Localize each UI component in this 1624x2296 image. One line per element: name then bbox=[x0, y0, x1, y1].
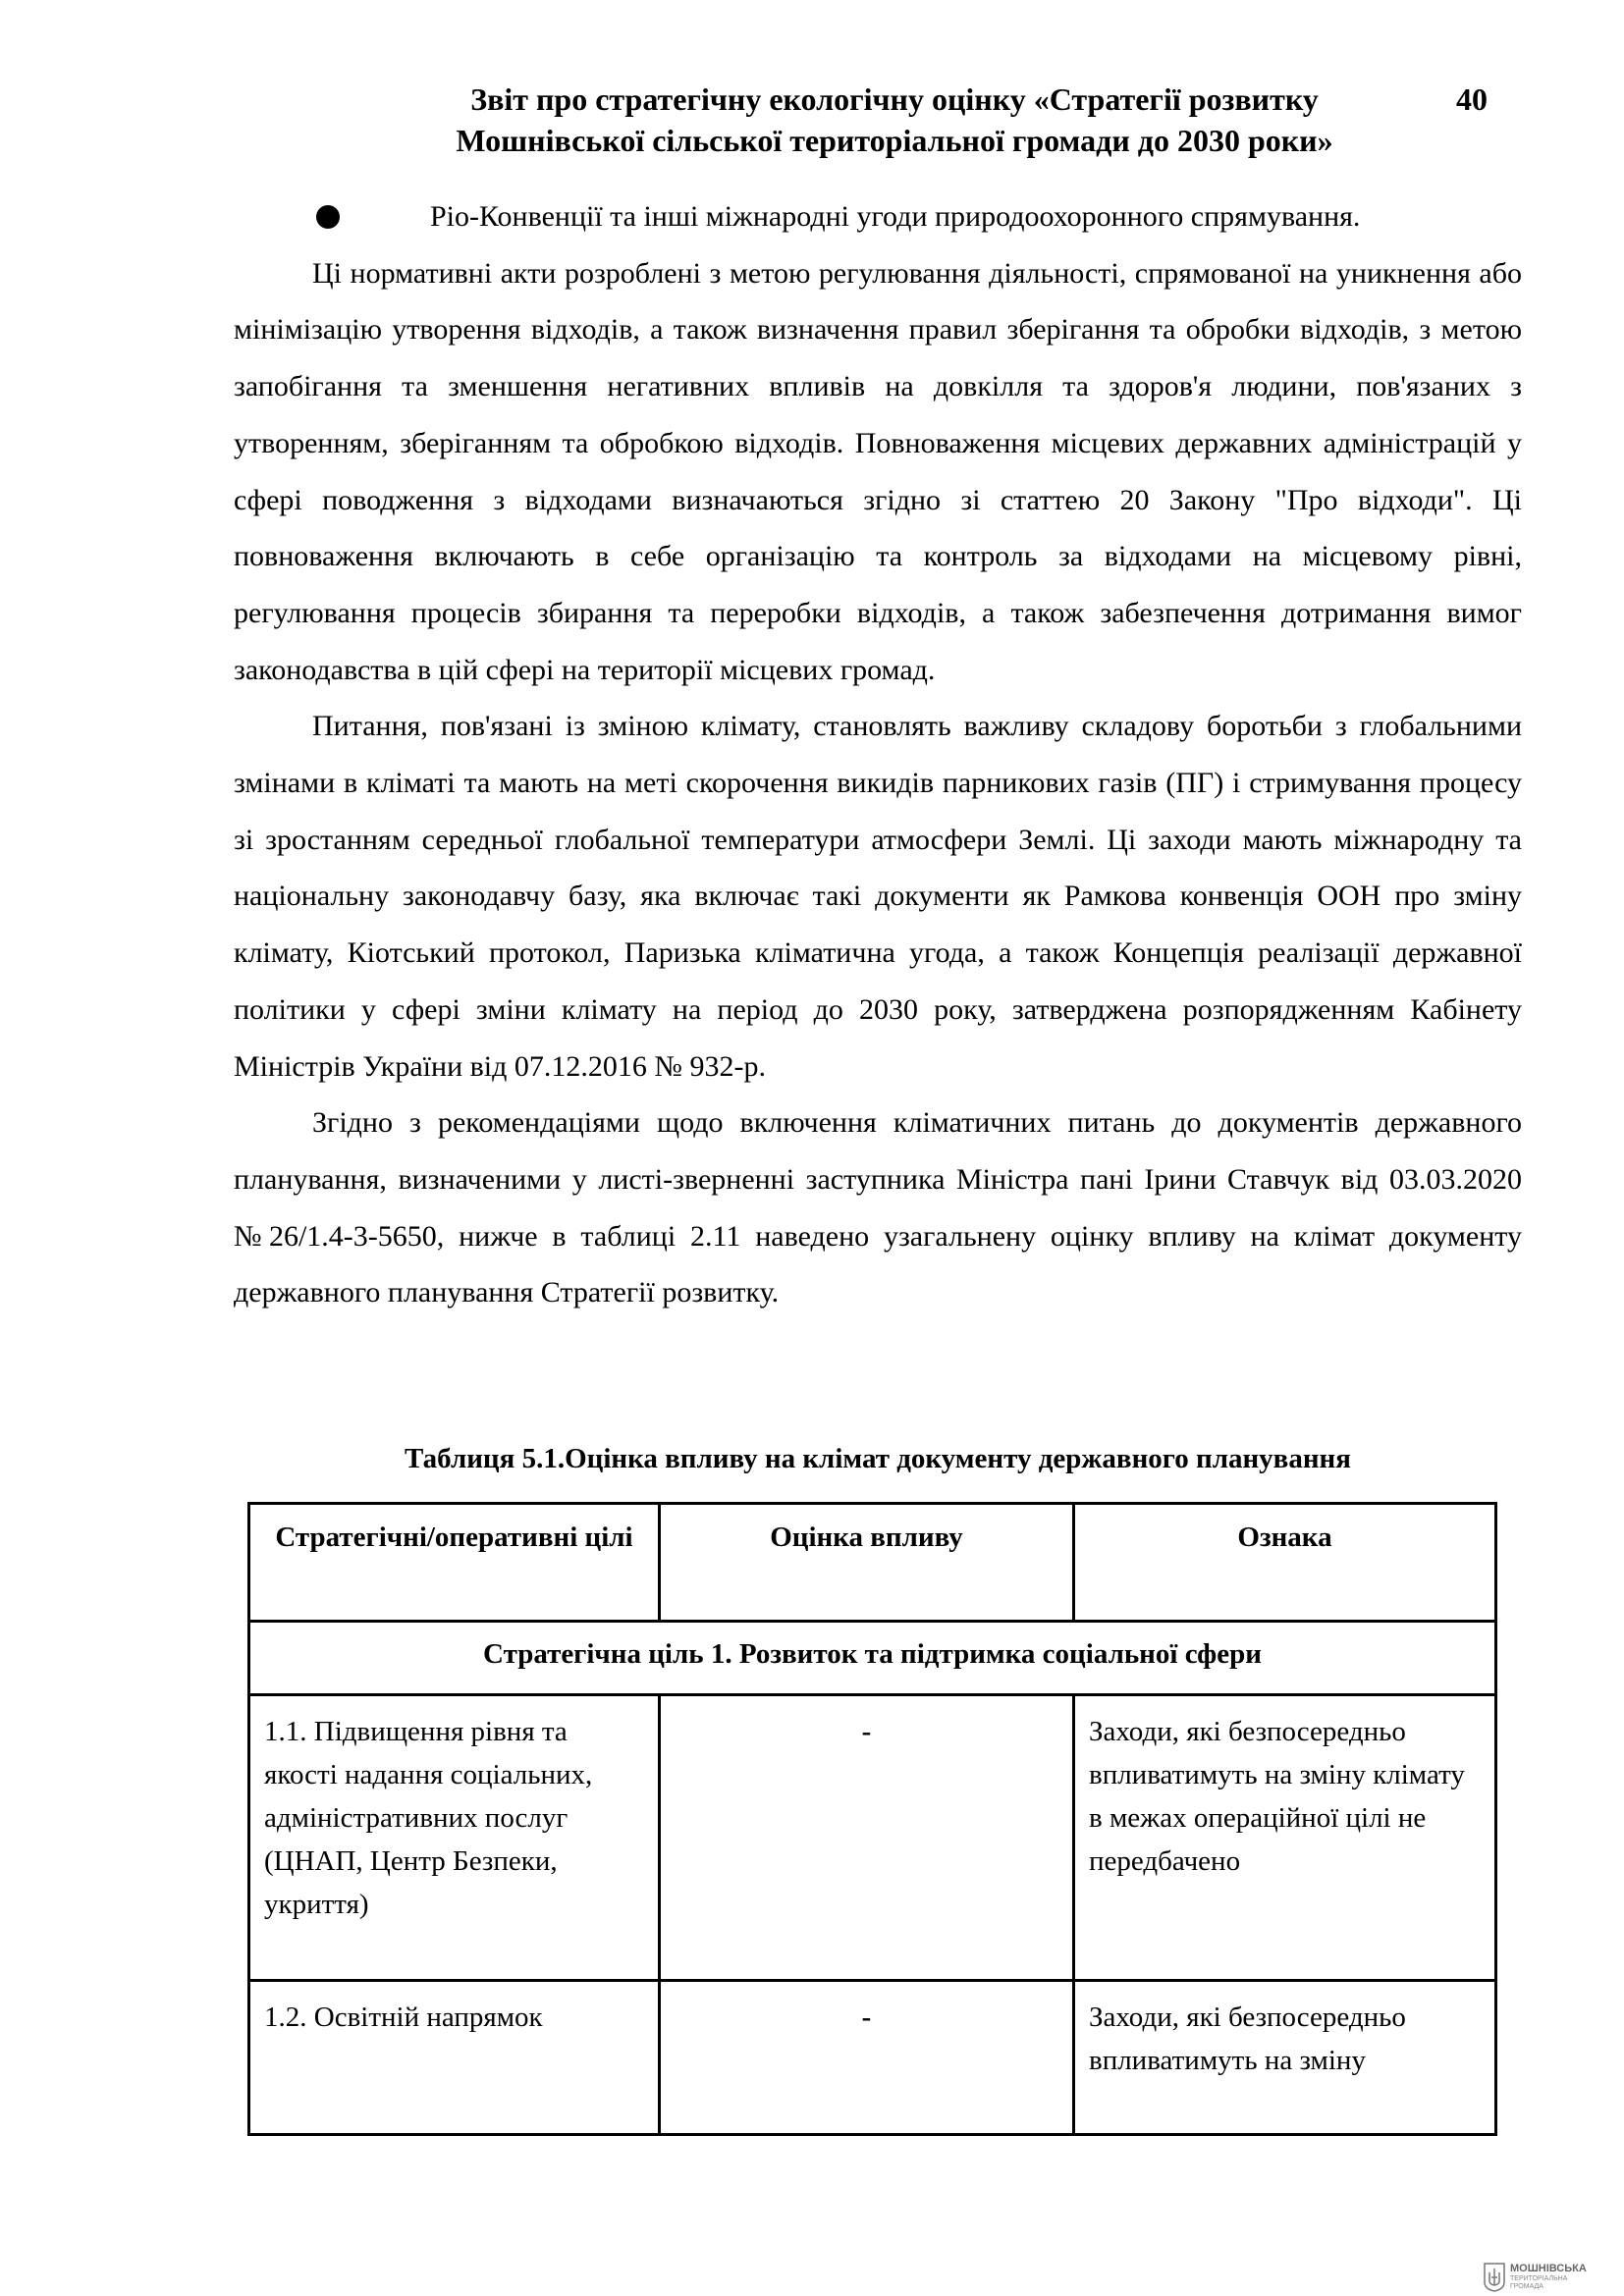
sign-cell: Заходи, які безпосередньо впливатимуть на зміну клімату в межах операційної цілі не передбачено bbox=[1074, 1695, 1496, 1981]
logo-name-line-2: ТЕРИТОРІАЛЬНА bbox=[1510, 2275, 1568, 2282]
header-title-line-1: Звіт про стратегічну екологічну оцінку «Стратегії розвитку bbox=[470, 81, 1319, 117]
page-number: 40 bbox=[1456, 81, 1488, 117]
table-header-row bbox=[249, 1504, 1496, 1622]
paragraph-3: Згідно з рекомендаціями щодо включення кліматичних питань до документів державного планування, визначеними у листі-зверненні заступника Міністра пані Ірини Ставчук від 03.03.2020 №26/1.4-3-5650, нижче в таблиці 2.11 наведено узагальнену оцінку впливу на клімат документу державного планування Стратегії розвитку. bbox=[234, 1106, 1522, 1309]
header-title-line-2: Мошнівської сільської територіальної громади до 2030 роки» bbox=[456, 123, 1333, 158]
bullet-dot-icon bbox=[316, 205, 340, 229]
impact-cell: - bbox=[660, 1981, 1074, 2135]
document-body bbox=[234, 188, 1522, 1321]
document-header bbox=[428, 79, 1361, 161]
community-logo bbox=[1484, 2263, 1621, 2294]
goal-cell: 1.1. Підвищення рівня та якості надання соціальних, адміністративних послуг (ЦНАП, Центр Безпеки, укриття) bbox=[249, 1695, 660, 1981]
paragraph-2: Питання, пов'язані із зміною клімату, становлять важливу складову боротьби з глобальними змінами в кліматі та мають на меті скорочення викидів парникових газів (ПГ) і стримування процесу зі зростанням середньої глобальної температури атмосфери Землі. Ці заходи мають міжнародну та національну законодавчу базу, яка включає такі документи як Рамкова конвенція ООН про зміну клімату, Кіотський протокол, Паризька кліматична угода, а також Концепція реалізації державної політики у сфері зміни клімату на період до 2030 року, затверджена розпорядженням Кабінету Міністрів України від 07.12.2016 № 932-р. bbox=[234, 710, 1522, 1083]
climate-impact-table bbox=[247, 1502, 1497, 2136]
coat-of-arms-icon bbox=[1484, 2263, 1505, 2292]
column-header-sign: Ознака bbox=[1074, 1504, 1496, 1622]
sign-cell: Заходи, які безпосередньо впливатимуть на зміну bbox=[1074, 1981, 1496, 2135]
table-row bbox=[249, 1695, 1496, 1981]
logo-name-line-1: МОШНІВСЬКА bbox=[1510, 2263, 1587, 2274]
impact-cell: - bbox=[660, 1695, 1074, 1981]
logo-name-line-3: ГРОМАДА bbox=[1510, 2283, 1543, 2290]
table-section-row bbox=[249, 1622, 1496, 1695]
bullet-item bbox=[234, 188, 1522, 245]
goal-cell: 1.2. Освітній напрямок bbox=[249, 1981, 660, 2135]
logo-name-lines bbox=[1510, 2275, 1567, 2291]
table-row bbox=[249, 1981, 1496, 2135]
column-header-impact: Оцінка впливу bbox=[660, 1504, 1074, 1622]
table-caption: Таблиця 5.1.Оцінка впливу на клімат документу державного планування bbox=[405, 1443, 1351, 1474]
column-header-goals: Стратегічні/оперативні цілі bbox=[249, 1504, 660, 1622]
paragraph-1: Ці нормативні акти розроблені з метою регулювання діяльності, спрямованої на уникнення або мінімізацію утворення відходів, а також визначення правил зберігання та обробки відходів, з метою запобігання та зменшення негативних впливів на довкілля та здоров'я людини, пов'язаних з утворенням, зберіганням та обробкою відходів. Повноваження місцевих державних адміністрацій у сфері поводження з відходами визначаються згідно зі статтею 20 Закону "Про відходи". Ці повноваження включають в себе організацію та контроль за відходами на місцевому рівні, регулювання процесів збирання та переробки відходів, а також забезпечення дотримання вимог законодавства в цій сфері на території місцевих громад. bbox=[234, 256, 1522, 686]
strategic-goal-1: Стратегічна ціль 1. Розвиток та підтримка соціальної сфери bbox=[249, 1622, 1496, 1695]
bullet-item-text: Ріо-Конвенції та інші міжнародні угоди природоохоронного спрямування. bbox=[430, 200, 1361, 233]
